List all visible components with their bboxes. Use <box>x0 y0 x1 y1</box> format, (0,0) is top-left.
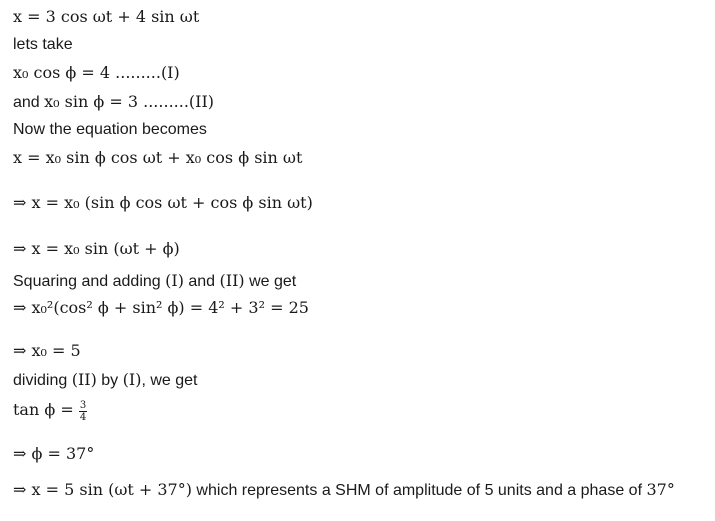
math-segment: (II) <box>219 271 245 290</box>
math-segment: x₀ sin ϕ = 3 .........(II) <box>44 92 215 111</box>
equation-line-1 <box>13 7 199 28</box>
text-segment: by <box>96 372 123 389</box>
math-segment: ⇒ x = 5 sin (ωt + 37°) <box>13 480 192 499</box>
text-segment: Squaring and adding <box>13 273 166 290</box>
fraction-denominator: 4 <box>79 412 87 423</box>
math-segment: tan ϕ = <box>13 400 79 420</box>
text-segment: and <box>183 273 220 290</box>
equation-line-7 <box>13 193 313 214</box>
fraction <box>79 400 87 423</box>
equation-line-10 <box>13 298 309 319</box>
text-line-5 <box>13 120 207 140</box>
equation-line-8 <box>13 239 180 260</box>
math-segment: (II) <box>71 370 97 389</box>
math-segment: ⇒ x = x₀ (sin ϕ cos ωt + cos ϕ sin ωt) <box>13 193 313 212</box>
math-segment: 37° <box>646 480 675 499</box>
math-segment: ⇒ x₀²(cos² ϕ + sin² ϕ) = 4² + 3² = 25 <box>13 298 309 317</box>
math-segment: x = x₀ sin ϕ cos ωt + x₀ cos ϕ sin ωt <box>13 148 303 167</box>
text-segment: we get <box>244 273 297 290</box>
text-segment: dividing <box>13 372 72 389</box>
text-segment: Now the equation becomes <box>13 121 207 138</box>
equation-line-13 <box>13 400 87 423</box>
text-line-12 <box>13 370 197 391</box>
equation-line-11 <box>13 341 81 362</box>
math-segment: ⇒ x₀ = 5 <box>13 341 81 360</box>
text-line-9 <box>13 271 296 292</box>
fraction-numerator: 3 <box>79 400 87 411</box>
equation-line-4 <box>13 92 214 113</box>
conclusion-line-15 <box>13 480 675 501</box>
math-segment: (I) <box>122 370 142 389</box>
math-segment: (I) <box>165 271 184 290</box>
math-segment: ⇒ ϕ = 37° <box>13 444 95 463</box>
text-segment: lets take <box>13 36 73 53</box>
text-segment: , we get <box>141 372 198 389</box>
math-segment: x₀ cos ϕ = 4 .........(I) <box>13 63 180 82</box>
text-segment: which represents a SHM of amplitude of 5 units and a phase of <box>191 482 647 499</box>
math-segment: ⇒ x = x₀ sin (ωt + ϕ) <box>13 239 180 258</box>
equation-line-6 <box>13 148 302 169</box>
equation-line-3 <box>13 63 180 84</box>
equation-line-14 <box>13 444 94 465</box>
math-segment: x = 3 cos ωt + 4 sin ωt <box>13 7 200 26</box>
text-line-2 <box>13 35 73 55</box>
text-segment: and <box>13 94 45 111</box>
